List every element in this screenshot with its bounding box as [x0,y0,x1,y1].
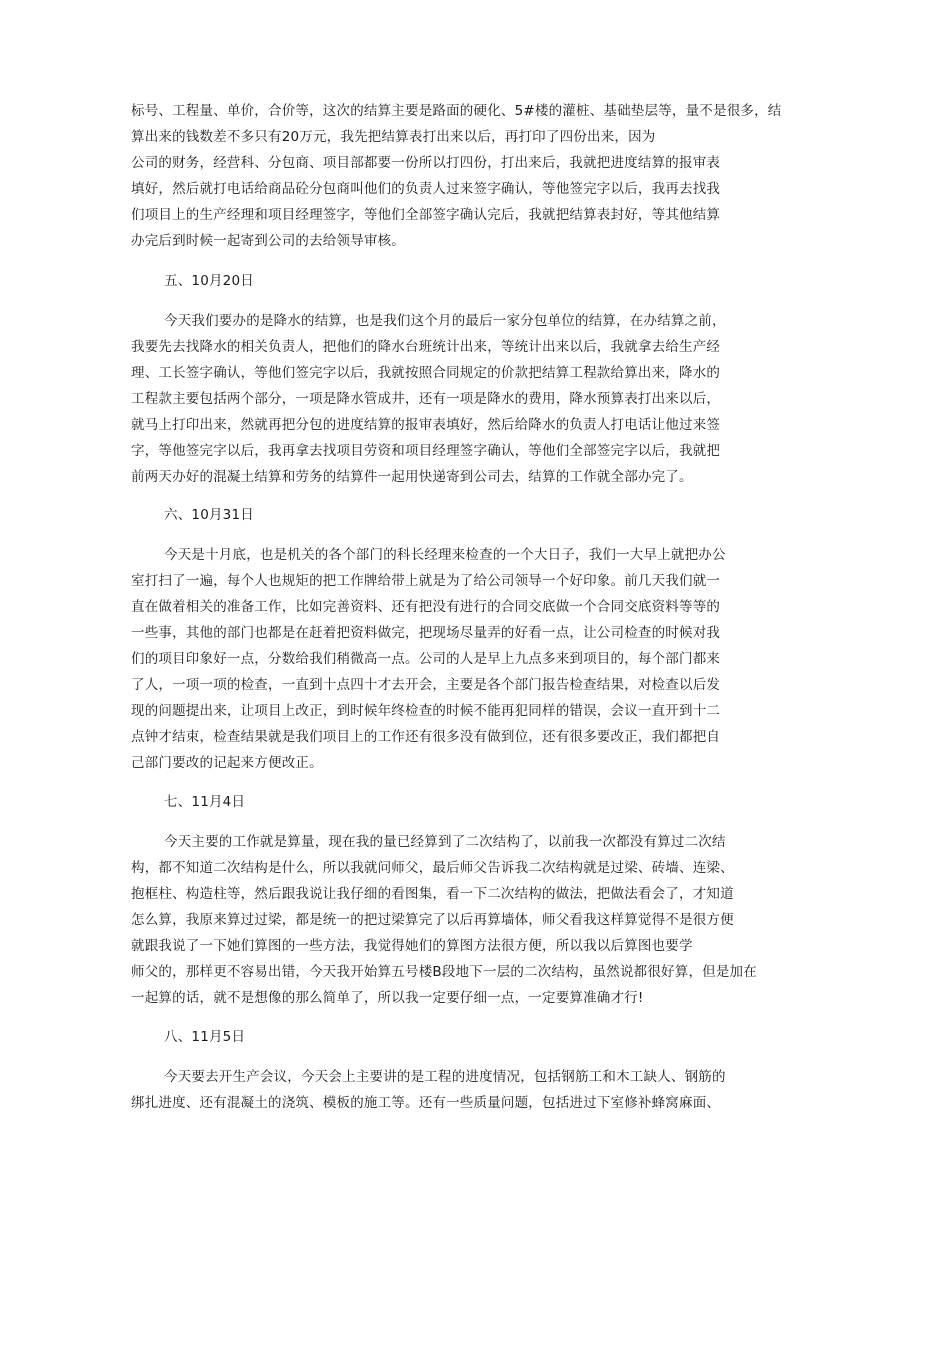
section6-line-4: 一些事，其他的部门也都是在赶着把资料做完，把现场尽量弄的好看一点，让公司检查的时候对我 [131,625,721,641]
section-heading-6: 六、10月31日 [164,507,254,523]
section6-line-3: 直在做着相关的准备工作，比如完善资料、还有把没有进行的合同交底做一个合同交底资料等等的 [131,599,721,615]
section-heading-8: 八、11月5日 [164,1029,246,1045]
section5-line-7: 前两天办好的混凝土结算和劳务的结算件一起用快递寄到公司去，结算的工作就全部办完了。 [131,469,693,485]
section7-line-6: 师父的，那样更不容易出错，今天我开始算五号楼B段地下一层的二次结构，虽然说都很好算，但是加在 [131,964,757,980]
section7-line-4: 怎么算，我原来算过过梁，都是统一的把过梁算完了以后再算墙体，师父看我这样算觉得不是很方便 [131,912,734,928]
section6-line-7: 现的问题提出来，让项目上改正，到时候年终检查的时候不能再犯同样的错误，会议一直开到十二 [131,703,721,719]
section8-line-2: 绑扎进度、还有混凝土的浇筑、模板的施工等。还有一些质量问题，包括进过下室修补蜂窝麻面、 [131,1095,721,1111]
section7-line-7: 一起算的话，就不是想像的那么简单了，所以我一定要仔细一点，一定要算准确才行! [131,990,644,1006]
section5-line-2: 我要先去找降水的相关负责人，把他们的降水台班统计出来，等统计出来以后，我就拿去给生产经 [131,339,721,355]
section7-line-5: 就跟我说了一下她们算图的一些方法，我觉得她们的算图方法很方便，所以我以后算图也要学 [131,938,693,954]
section6-line-9: 己部门要改的记起来方便改正。 [131,755,323,771]
section5-line-5: 就马上打印出来，然就再把分包的进度结算的报审表填好，然后给降水的负责人打电话让他过来签 [131,417,721,433]
section5-line-4: 工程款主要包括两个部分，一项是降水管成井，还有一项是降水的费用，降水预算表打出来以后， [131,391,721,407]
intro-line-3: 公司的财务，经营科、分包商、项目部都要一份所以打四份，打出来后，我就把进度结算的报审表 [131,155,721,171]
section8-line-1: 今天要去开生产会议，今天会上主要讲的是工程的进度情况，包括钢筋工和木工缺人、钢筋的 [164,1069,726,1085]
section7-line-3: 抱框柱、构造柱等，然后跟我说让我仔细的看图集，看一下二次结构的做法，把做法看会了，才知道 [131,886,734,902]
section-heading-7: 七、11月4日 [164,794,246,810]
section7-line-2: 构，都不知道二次结构是什么，所以我就问师父，最后师父告诉我二次结构就是过梁、砖墙、连梁、 [131,860,734,876]
section5-line-6: 字，等他签完字以后，我再拿去找项目劳资和项目经理签字确认，等他们全部签完字以后，我就把 [131,443,721,459]
section6-line-5: 们的项目印象好一点，分数给我们稍微高一点。公司的人是早上九点多来到项目的，每个部门都来 [131,651,721,667]
intro-line-2: 算出来的钱数差不多只有20万元，我先把结算表打出来以后，再打印了四份出来，因为 [131,129,656,145]
section5-line-3: 理、工长签字确认，等他们签完字以后，我就按照合同规定的价款把结算工程款给算出来，降水的 [131,365,721,381]
intro-line-1: 标号、工程量、单价，合价等，这次的结算主要是路面的硬化、5#楼的灌桩、基础垫层等，量不是很多，结 [131,103,782,119]
intro-line-6: 办完后到时候一起寄到公司的去给领导审核。 [131,233,405,249]
section-heading-5: 五、10月20日 [164,273,254,289]
section6-line-8: 点钟才结束，检查结果就是我们项目上的工作还有很多没有做到位，还有很多要改正，我们都把自 [131,729,721,745]
section6-line-2: 室打扫了一遍，每个人也规矩的把工作牌给带上就是为了给公司领导一个好印象。前几天我们就一 [131,573,721,589]
section5-line-1: 今天我们要办的是降水的结算，也是我们这个月的最后一家分包单位的结算，在办结算之前， [164,313,726,329]
intro-line-5: 们项目上的生产经理和项目经理签字，等他们全部签字确认完后，我就把结算表封好，等其他结算 [131,207,721,223]
section6-line-1: 今天是十月底，也是机关的各个部门的科长经理来检查的一个大日子，我们一大早上就把办公 [164,547,726,563]
intro-line-4: 填好，然后就打电话给商品砼分包商叫他们的负责人过来签字确认，等他签完字以后，我再去找我 [131,181,721,197]
section7-line-1: 今天主要的工作就是算量，现在我的量已经算到了二次结构了，以前我一次都没有算过二次结 [164,834,726,850]
section6-line-6: 了人，一项一项的检查，一直到十点四十才去开会，主要是各个部门报告检查结果，对检查以后发 [131,677,721,693]
